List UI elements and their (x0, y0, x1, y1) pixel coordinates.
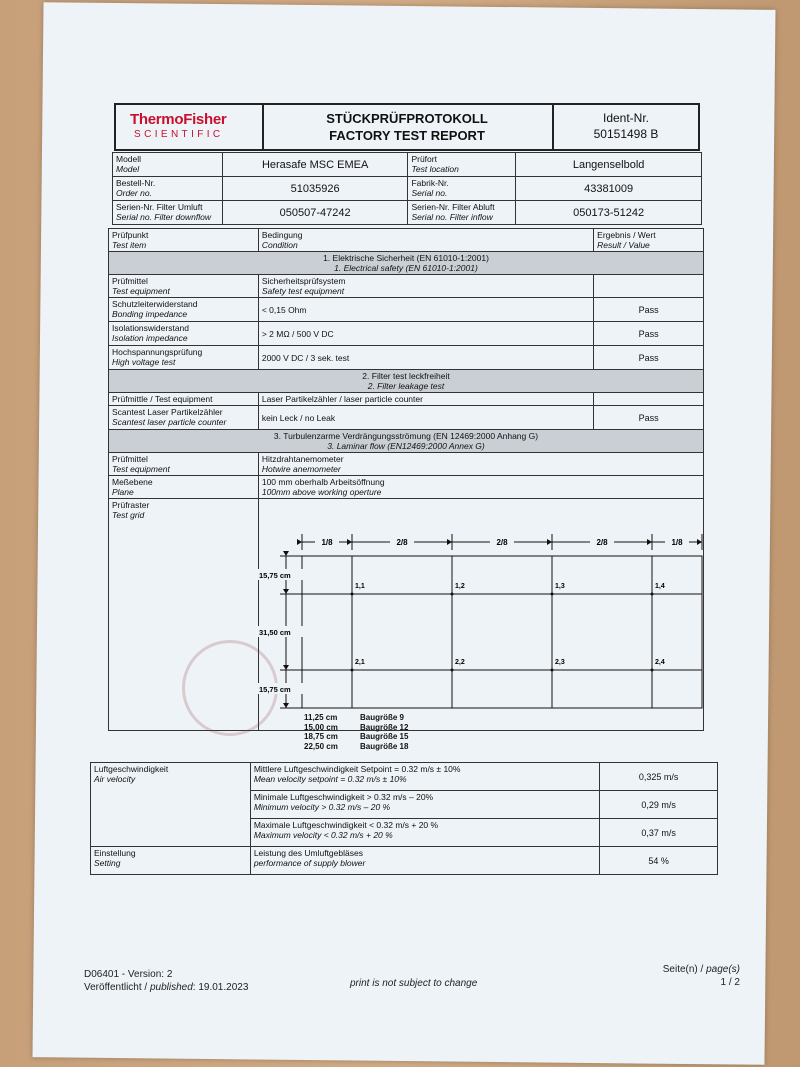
column-headers (109, 229, 704, 252)
published-label-en: published (149, 982, 193, 993)
row-label: Prüfmittle / Test equipment (109, 393, 259, 406)
row-condition-en: Hotwire anemometer (261, 464, 341, 474)
filter-in-value: 050173-51242 (516, 201, 702, 225)
section-3-title: 3. Turbulenzarme Verdrängungsströmung (EN 12469:2000 Anhang G) (273, 431, 539, 441)
grid-point (351, 593, 354, 596)
row-condition-en: Minimum velocity > 0.32 m/s – 20 % (253, 802, 391, 812)
row-label-en: Bonding impedance (112, 309, 188, 319)
location-label-en: Test location (411, 164, 459, 174)
row-condition: 100 mm oberhalb Arbeitsöffnung (261, 477, 385, 487)
arrow-head-icon (697, 539, 702, 545)
filter-in-label-en: Serial no. Filter inflow (411, 212, 493, 222)
grid-point-label: 2,3 (555, 659, 565, 666)
arrow-head-icon (297, 539, 302, 545)
report-header (114, 103, 700, 151)
row-result: Pass (594, 406, 704, 430)
grid-point-label: 2,4 (655, 659, 665, 666)
arrow-head-icon (283, 589, 289, 594)
top-fraction-label: 2/8 (596, 538, 608, 547)
row-label: Prüfmittel (112, 276, 148, 286)
row-label-en: Plane (112, 487, 134, 497)
row-result: 54 % (600, 847, 718, 875)
grid-point (451, 593, 454, 596)
size-label: Baugröße 18 (360, 741, 409, 751)
row-label-en: High voltage test (112, 357, 176, 367)
serial-label-en: Serial no. (411, 188, 448, 198)
row-result: Pass (594, 346, 704, 370)
row-label: Schutzleiterwiderstand (112, 299, 198, 309)
grid-point (551, 593, 554, 596)
row-condition: Laser Partikelzähler / laser particle counter (258, 393, 593, 406)
title-english: FACTORY TEST REPORT (329, 128, 485, 143)
top-fraction-label: 1/8 (321, 538, 333, 547)
size-label: Baugröße 9 (360, 713, 405, 722)
section-2-title: 2. Filter test leckfreiheit (362, 371, 450, 381)
size-row (304, 723, 408, 733)
section-3-title-en: 3. Laminar flow (EN12469:2000 Annex G) (327, 441, 485, 451)
section-2-title-en: 2. Filter leakage test (367, 381, 445, 391)
row-condition: Sicherheitsprüfsystem (261, 276, 346, 286)
section-1-title: 1. Elektrische Sicherheit (EN 61010-1:2001) (323, 253, 489, 263)
logo-subtitle: SCIENTIFIC (134, 129, 224, 140)
filter-down-label: Serien-Nr. Filter Umluft (116, 202, 203, 212)
row-label-en: Test grid (112, 510, 145, 520)
left-dimension-label: 15,75 cm (259, 685, 291, 694)
grid-point (551, 669, 554, 672)
model-label: Modell (116, 154, 142, 164)
print-note: print is not subject to change (350, 978, 478, 989)
size-label: Baugröße 15 (360, 732, 409, 741)
filter-in-label: Serien-Nr. Filter Abluft (411, 202, 495, 212)
grid-point-label: 1,1 (355, 583, 365, 590)
top-fraction-label: 1/8 (671, 538, 683, 547)
row-condition: Hitzdrahtanemometer (261, 454, 344, 464)
doc-version-block (84, 968, 248, 994)
left-dimension-label: 15,75 cm (259, 571, 291, 580)
row-result: Pass (594, 322, 704, 346)
left-dimension-label: 31,50 cm (259, 628, 291, 637)
row-condition: 2000 V DC / 3 sek. test (258, 346, 593, 370)
arrow-head-icon (283, 551, 289, 556)
air-velocity-label: Luftgeschwindigkeit (94, 764, 169, 774)
table-row (109, 476, 704, 499)
col-item-label: Prüfpunkt (112, 230, 149, 240)
grid-point (351, 669, 354, 672)
row-result: 0,29 m/s (600, 791, 718, 819)
title-german: STÜCKPRÜFPROTOKOLL (326, 111, 488, 126)
order-value: 51035926 (222, 177, 408, 201)
serial-label: Fabrik-Nr. (411, 178, 449, 188)
model-value: Herasafe MSC EMEA (222, 153, 408, 177)
air-velocity-table (90, 762, 718, 875)
size-cm: 22,50 cm (304, 741, 338, 751)
section-1-title-en: 1. Electrical safety (EN 61010-1:2001) (334, 263, 478, 273)
col-cond-label-en: Condition (261, 240, 298, 250)
grid-point-label: 1,3 (555, 583, 565, 590)
row-condition: kein Leck / no Leak (258, 406, 593, 430)
filter-down-value: 050507-47242 (222, 201, 408, 225)
row-label-en: Scantest laser particle counter (112, 417, 227, 427)
grid-point-label: 1,2 (455, 583, 465, 590)
row-label-en: Test equipment (112, 286, 170, 296)
grid-point-labels (351, 583, 665, 672)
row-condition: > 2 MΩ / 500 V DC (258, 322, 593, 346)
row-condition: Mittlere Luftgeschwindigkeit Setpoint = 0.32 m/s ± 10% (253, 764, 461, 774)
published-line (84, 981, 248, 994)
table-row (109, 275, 704, 298)
row-condition: Maximale Luftgeschwindigkeit < 0.32 m/s + 20 % (253, 820, 439, 830)
ident-number (554, 105, 698, 149)
table-row (109, 393, 704, 406)
top-fraction-label: 2/8 (496, 538, 508, 547)
location-label: Prüfort (411, 154, 437, 164)
grid-outline (302, 556, 702, 708)
col-cond-label: Bedingung (261, 230, 303, 240)
row-label: Meßebene (112, 477, 153, 487)
size-table (304, 713, 408, 751)
report-title (262, 105, 554, 149)
size-cm: 11,25 cm (304, 713, 338, 722)
row-label-en: Test equipment (112, 464, 170, 474)
grid-point (651, 593, 654, 596)
serial-value: 43381009 (516, 177, 702, 201)
size-cm: 18,75 cm (304, 732, 338, 741)
row-label-en: Isolation impedance (112, 333, 188, 343)
row-condition: Leistung des Umluftgebläses (253, 848, 363, 858)
page-label-en: page(s) (706, 964, 740, 975)
table-row (91, 847, 718, 875)
table-row (109, 406, 704, 430)
row-condition-en: Maximum velocity < 0.32 m/s + 20 % (253, 830, 393, 840)
row-label: Prüfmittel (112, 454, 148, 464)
info-row-filters (113, 201, 702, 225)
air-velocity-label-en: Air velocity (94, 774, 136, 784)
grid-point-label: 1,4 (655, 583, 665, 590)
grid-point-label: 2,2 (455, 659, 465, 666)
filter-down-label-en: Serial no. Filter downflow (116, 212, 211, 222)
row-condition-en: Mean velocity setpoint = 0.32 m/s ± 10% (253, 774, 407, 784)
size-row (304, 713, 408, 723)
setting-label-en: Setting (94, 858, 121, 868)
arrow-head-icon (283, 665, 289, 670)
arrow-head-icon (647, 539, 652, 545)
logo-wordmark: ThermoFisher (130, 111, 227, 128)
grid-point-label: 2,1 (355, 659, 365, 666)
page-block (660, 963, 740, 989)
row-condition: < 0,15 Ohm (258, 298, 593, 322)
location-value: Langenselbold (516, 153, 702, 177)
grid-lines (302, 556, 702, 708)
row-condition-en: 100mm above working operture (261, 487, 382, 497)
top-fraction-label: 2/8 (396, 538, 408, 547)
row-condition: Minimale Luftgeschwindigkeit > 0.32 m/s – 20% (253, 792, 434, 802)
left-dimensions (258, 551, 306, 708)
grid-point (451, 669, 454, 672)
published-date: : 19.01.2023 (192, 982, 249, 993)
row-result: 0,37 m/s (600, 819, 718, 847)
page-label-de: Seite(n) / (662, 964, 707, 975)
doc-version: D06401 - Version: 2 (84, 969, 173, 980)
table-row (109, 298, 704, 322)
row-result: Pass (594, 298, 704, 322)
page-value: 1 / 2 (720, 977, 740, 988)
ident-value: 50151498 B (593, 127, 659, 141)
section-3-header (109, 430, 704, 453)
section-2-header (109, 370, 704, 393)
model-label-en: Model (116, 164, 140, 174)
setting-label: Einstellung (94, 848, 136, 858)
col-result-label-en: Result / Value (597, 240, 650, 250)
row-result (594, 275, 704, 298)
size-label: Baugröße 12 (360, 722, 409, 732)
size-row (304, 732, 408, 742)
info-table (112, 152, 702, 225)
company-logo (116, 105, 264, 149)
order-label-en: Order no. (116, 188, 152, 198)
table-row (109, 346, 704, 370)
col-item-label-en: Test item (112, 240, 147, 250)
order-label: Bestell-Nr. (116, 178, 156, 188)
arrow-head-icon (547, 539, 552, 545)
row-label: Prüfraster (112, 500, 150, 510)
row-label: Isolationswiderstand (112, 323, 190, 333)
arrow-head-icon (447, 539, 452, 545)
page-label (660, 963, 740, 976)
info-row-model (113, 153, 702, 177)
row-label: Hochspannungsprüfung (112, 347, 203, 357)
size-row (304, 742, 408, 752)
size-cm: 15,00 cm (304, 722, 338, 732)
section-1-header (109, 252, 704, 275)
row-label: Scantest Laser Partikelzähler (112, 407, 223, 417)
arrow-head-icon (347, 539, 352, 545)
col-result-label: Ergebnis / Wert (597, 230, 656, 240)
row-condition-en: performance of supply blower (253, 858, 366, 868)
arrow-head-icon (283, 703, 289, 708)
ident-label: Ident-Nr. (602, 111, 650, 125)
info-row-order (113, 177, 702, 201)
row-result: 0,325 m/s (600, 763, 718, 791)
row-condition-en: Safety test equipment (261, 286, 345, 296)
table-row (109, 453, 704, 476)
table-row (109, 322, 704, 346)
table-row (91, 763, 718, 791)
published-label: Veröffentlicht / (84, 982, 150, 993)
grid-point (651, 669, 654, 672)
row-result (594, 393, 704, 406)
